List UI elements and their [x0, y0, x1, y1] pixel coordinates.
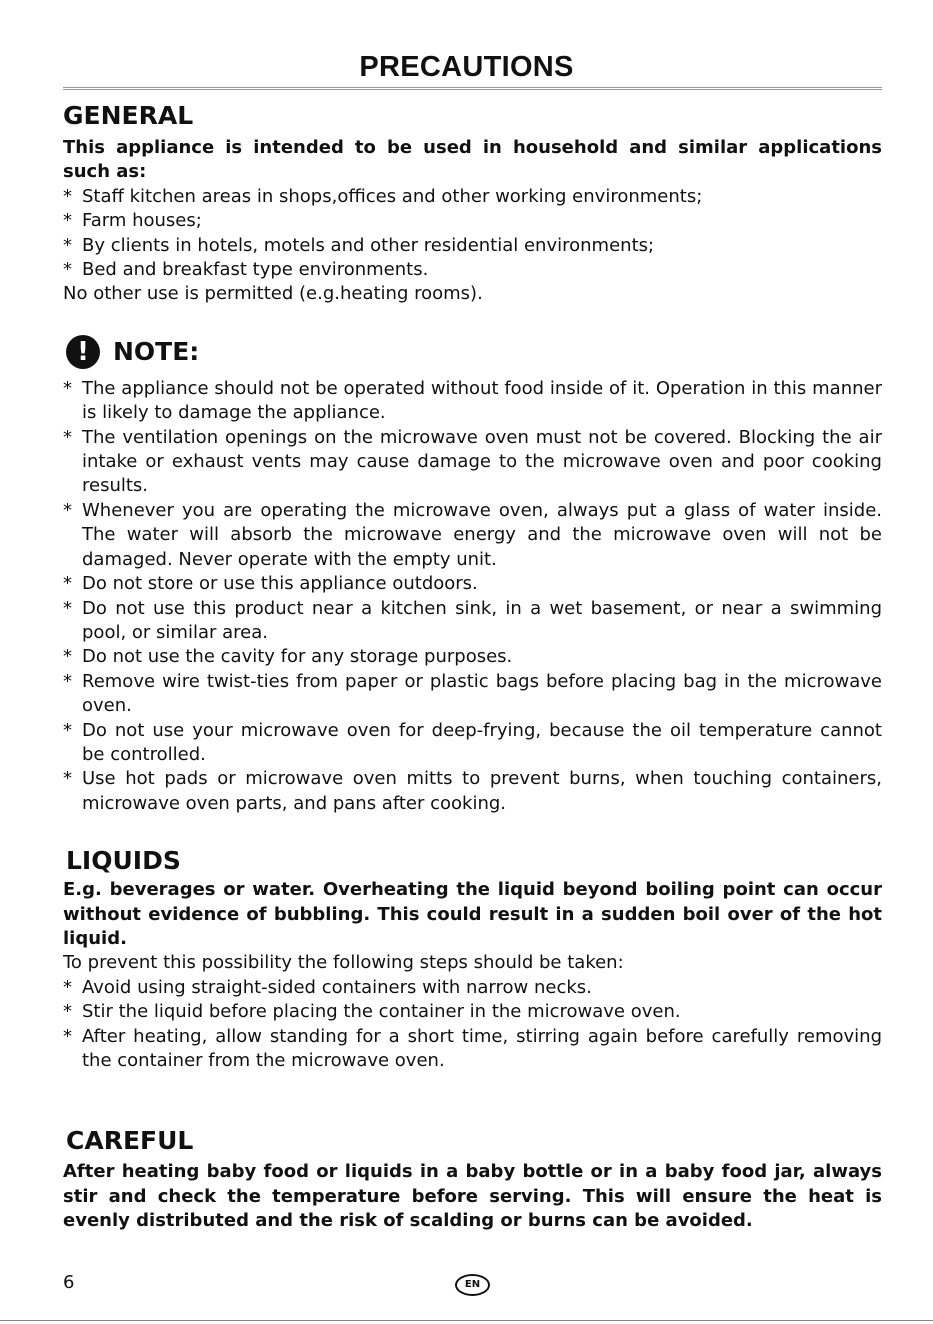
language-badge: EN [455, 1274, 490, 1296]
liquids-item: * After heating, allow standing for a short time, stirring again before carefully removing the container from the microwave oven. [63, 1025, 882, 1071]
liquids-section [63, 846, 882, 1073]
careful-section [63, 1126, 882, 1233]
note-heading: NOTE: [113, 337, 200, 367]
main-content [63, 101, 882, 1234]
note-item: * Do not use this product near a kitchen sink, in a wet basement, or near a swimming pool, or similar area. [63, 597, 882, 643]
note-item: * Do not use your microwave oven for deep-frying, because the oil temperature cannot be controlled. [63, 719, 882, 765]
general-item: * Bed and breakfast type environments. [63, 259, 429, 281]
note-item: * Do not store or use this appliance outdoors. [63, 573, 478, 595]
careful-text: After heating baby food or liquids in a baby bottle or in a baby food jar, always stir and check the temperature before serving. This will ensure the heat is evenly distributed and the risk of scalding or burns can be avoided. [63, 1161, 882, 1232]
careful-heading: CAREFUL [66, 1126, 194, 1156]
liquids-item: * Stir the liquid before placing the container in the microwave oven. [63, 1001, 681, 1023]
general-closing: No other use is permitted (e.g.heating rooms). [63, 283, 483, 305]
page-number: 6 [63, 1272, 75, 1293]
note-item: * The appliance should not be operated without food inside of it. Operation in this manner is likely to damage the appliance. [63, 377, 882, 424]
note-header [63, 334, 882, 370]
general-item: * By clients in hotels, motels and other residential environments; [63, 234, 655, 256]
general-item: * Staff kitchen areas in shops,offices and other working environments; [63, 185, 703, 207]
liquids-heading: LIQUIDS [66, 846, 181, 876]
general-intro: This appliance is intended to be used in household and similar applications such as: [63, 137, 882, 183]
liquids-intro: To prevent this possibility the following steps should be taken: [63, 952, 624, 974]
general-heading: GENERAL [63, 101, 194, 130]
bottom-divider [0, 1320, 933, 1321]
note-item: * Do not use the cavity for any storage purposes. [63, 646, 513, 668]
note-item: * Whenever you are operating the microwave oven, always put a glass of water inside. The water will absorb the microwave energy and the microwave oven will not be damaged. Never operate with the empty unit. [63, 499, 882, 570]
page-title: PRECAUTIONS [359, 51, 574, 83]
note-item: * Use hot pads or microwave oven mitts to prevent burns, when touching containers, microwave oven parts, and pans after cooking. [63, 768, 882, 814]
liquids-warning: E.g. beverages or water. Overheating the liquid beyond boiling point can occur without evidence of bubbling. This could result in a sudden boil over of the hot liquid. [63, 879, 882, 949]
general-item: * Farm houses; [63, 210, 202, 232]
exclamation-icon: ! [66, 335, 100, 369]
note-section [63, 334, 882, 816]
note-item: * The ventilation openings on the microwave oven must not be covered. Blocking the air intake or exhaust vents may cause damage to the microwave oven and poor cooking results. [63, 426, 882, 497]
note-item: * Remove wire twist-ties from paper or plastic bags before placing bag in the microwave oven. [63, 670, 882, 717]
title-divider [63, 87, 882, 90]
general-section [63, 101, 882, 307]
liquids-item: * Avoid using straight-sided containers with narrow necks. [63, 976, 592, 998]
